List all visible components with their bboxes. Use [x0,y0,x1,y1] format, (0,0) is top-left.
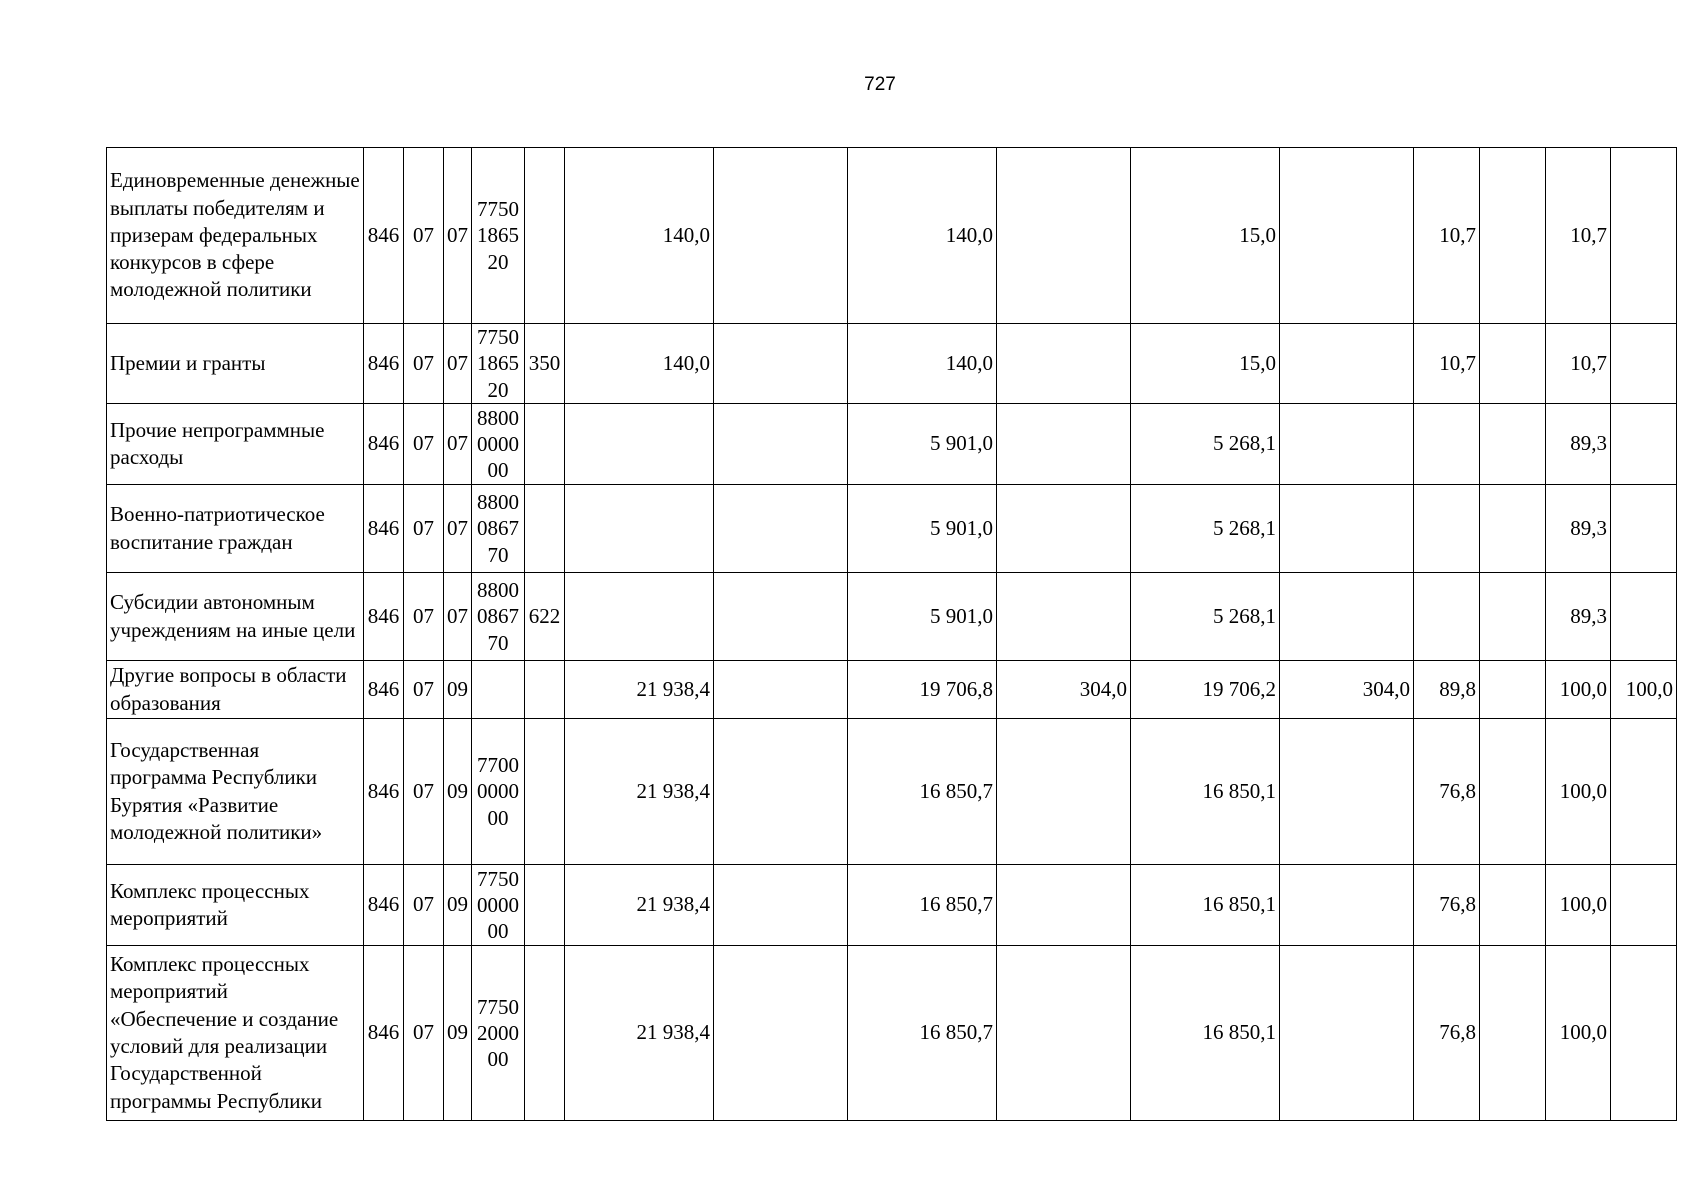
cell-c3: 140,0 [848,324,997,404]
cell-pr: 07 [444,324,472,404]
cell-vr: 350 [525,324,565,404]
cell-c8 [1480,719,1546,865]
cell-c1 [565,404,714,485]
cell-csr: 7750 0000 00 [472,865,525,946]
cell-c2 [714,946,848,1121]
cell-rz: 07 [404,865,444,946]
table-row [107,946,1677,1121]
page-number: 727 [864,74,896,95]
cell-c5: 16 850,1 [1131,865,1280,946]
cell-c10 [1611,324,1677,404]
cell-pr: 07 [444,573,472,661]
cell-c9: 100,0 [1546,719,1611,865]
cell-vr [525,719,565,865]
cell-c6 [1280,148,1414,324]
cell-vr [525,148,565,324]
cell-pr: 07 [444,148,472,324]
cell-c1 [565,573,714,661]
cell-c6 [1280,485,1414,573]
cell-c8 [1480,946,1546,1121]
cell-rz: 07 [404,661,444,719]
cell-c1: 21 938,4 [565,946,714,1121]
cell-grbs: 846 [364,865,404,946]
cell-c5: 15,0 [1131,148,1280,324]
cell-pr: 09 [444,946,472,1121]
cell-c6 [1280,324,1414,404]
cell-pr: 07 [444,485,472,573]
cell-c2 [714,404,848,485]
cell-pr: 09 [444,719,472,865]
table-row [107,661,1677,719]
cell-c4 [997,485,1131,573]
cell-c8 [1480,404,1546,485]
cell-grbs: 846 [364,661,404,719]
cell-c5: 5 268,1 [1131,404,1280,485]
cell-c5: 15,0 [1131,324,1280,404]
table-row [107,404,1677,485]
table-row [107,148,1677,324]
cell-c1: 140,0 [565,324,714,404]
cell-csr: 8800 0867 70 [472,573,525,661]
cell-csr: 7700 0000 00 [472,719,525,865]
cell-c1 [565,485,714,573]
table-row [107,485,1677,573]
cell-c1: 21 938,4 [565,719,714,865]
cell-c6 [1280,719,1414,865]
cell-csr: 7750 2000 00 [472,946,525,1121]
row-name: Другие вопросы в области образования [107,661,364,719]
cell-c5: 16 850,1 [1131,946,1280,1121]
cell-csr: 7750 1865 20 [472,324,525,404]
cell-c9: 89,3 [1546,573,1611,661]
cell-grbs: 846 [364,946,404,1121]
cell-c2 [714,719,848,865]
cell-vr: 622 [525,573,565,661]
cell-pr: 07 [444,404,472,485]
cell-c5: 16 850,1 [1131,719,1280,865]
cell-c7 [1414,573,1480,661]
budget-table [106,147,1677,1121]
cell-vr [525,946,565,1121]
cell-c10 [1611,719,1677,865]
cell-c1: 21 938,4 [565,661,714,719]
table-row [107,865,1677,946]
cell-c10 [1611,573,1677,661]
cell-c8 [1480,865,1546,946]
cell-csr [472,661,525,719]
cell-c6 [1280,865,1414,946]
cell-rz: 07 [404,324,444,404]
row-name: Премии и гранты [107,324,364,404]
cell-grbs: 846 [364,404,404,485]
cell-c9: 100,0 [1546,946,1611,1121]
cell-rz: 07 [404,719,444,865]
cell-csr: 8800 0000 00 [472,404,525,485]
cell-c2 [714,865,848,946]
cell-pr: 09 [444,865,472,946]
table-row [107,324,1677,404]
cell-c7: 89,8 [1414,661,1480,719]
cell-c3: 5 901,0 [848,404,997,485]
cell-c10: 100,0 [1611,661,1677,719]
cell-c8 [1480,661,1546,719]
cell-c4 [997,719,1131,865]
cell-c9: 89,3 [1546,485,1611,573]
cell-c9: 100,0 [1546,865,1611,946]
cell-c6: 304,0 [1280,661,1414,719]
cell-c2 [714,573,848,661]
cell-c10 [1611,946,1677,1121]
cell-c3: 16 850,7 [848,719,997,865]
cell-c8 [1480,324,1546,404]
cell-c5: 5 268,1 [1131,485,1280,573]
cell-grbs: 846 [364,148,404,324]
cell-c10 [1611,485,1677,573]
cell-c4 [997,573,1131,661]
cell-rz: 07 [404,573,444,661]
cell-c10 [1611,865,1677,946]
cell-pr: 09 [444,661,472,719]
cell-c8 [1480,148,1546,324]
cell-c2 [714,485,848,573]
cell-vr [525,865,565,946]
cell-c6 [1280,946,1414,1121]
cell-c7 [1414,485,1480,573]
cell-c8 [1480,573,1546,661]
cell-c9: 10,7 [1546,148,1611,324]
cell-c3: 140,0 [848,148,997,324]
cell-rz: 07 [404,148,444,324]
cell-c2 [714,324,848,404]
cell-c2 [714,148,848,324]
cell-grbs: 846 [364,719,404,865]
cell-grbs: 846 [364,485,404,573]
cell-c9: 89,3 [1546,404,1611,485]
cell-csr: 7750 1865 20 [472,148,525,324]
row-name: Военно-патриотическое воспитание граждан [107,485,364,573]
cell-c7: 10,7 [1414,324,1480,404]
table-row [107,719,1677,865]
cell-c10 [1611,404,1677,485]
cell-c5: 19 706,2 [1131,661,1280,719]
cell-rz: 07 [404,485,444,573]
cell-c4 [997,946,1131,1121]
cell-c5: 5 268,1 [1131,573,1280,661]
cell-c10 [1611,148,1677,324]
cell-c4: 304,0 [997,661,1131,719]
cell-rz: 07 [404,404,444,485]
cell-vr [525,485,565,573]
cell-c7: 76,8 [1414,719,1480,865]
cell-c3: 19 706,8 [848,661,997,719]
row-name: Субсидии автономным учреждениям на иные цели [107,573,364,661]
cell-c3: 16 850,7 [848,865,997,946]
row-name: Прочие непрограммные расходы [107,404,364,485]
cell-grbs: 846 [364,324,404,404]
cell-c6 [1280,404,1414,485]
cell-c6 [1280,573,1414,661]
cell-grbs: 846 [364,573,404,661]
cell-c9: 10,7 [1546,324,1611,404]
row-name: Единовременные денежные выплаты победителям и призерам федеральных конкурсов в сфере молодежной политики [107,148,364,324]
cell-c3: 5 901,0 [848,573,997,661]
cell-c3: 16 850,7 [848,946,997,1121]
cell-c7: 10,7 [1414,148,1480,324]
cell-c1: 21 938,4 [565,865,714,946]
row-name: Комплекс процессных мероприятий «Обеспечение и создание условий для реализации Государственной программы Республики [107,946,364,1121]
cell-csr: 8800 0867 70 [472,485,525,573]
cell-c7 [1414,404,1480,485]
cell-c1: 140,0 [565,148,714,324]
cell-vr [525,661,565,719]
cell-c4 [997,324,1131,404]
cell-c4 [997,865,1131,946]
table-row [107,573,1677,661]
cell-c2 [714,661,848,719]
cell-c4 [997,148,1131,324]
cell-c7: 76,8 [1414,865,1480,946]
cell-rz: 07 [404,946,444,1121]
cell-c8 [1480,485,1546,573]
row-name: Государственная программа Республики Бурятия «Развитие молодежной политики» [107,719,364,865]
cell-c3: 5 901,0 [848,485,997,573]
cell-c9: 100,0 [1546,661,1611,719]
row-name: Комплекс процессных мероприятий [107,865,364,946]
cell-c4 [997,404,1131,485]
cell-vr [525,404,565,485]
cell-c7: 76,8 [1414,946,1480,1121]
